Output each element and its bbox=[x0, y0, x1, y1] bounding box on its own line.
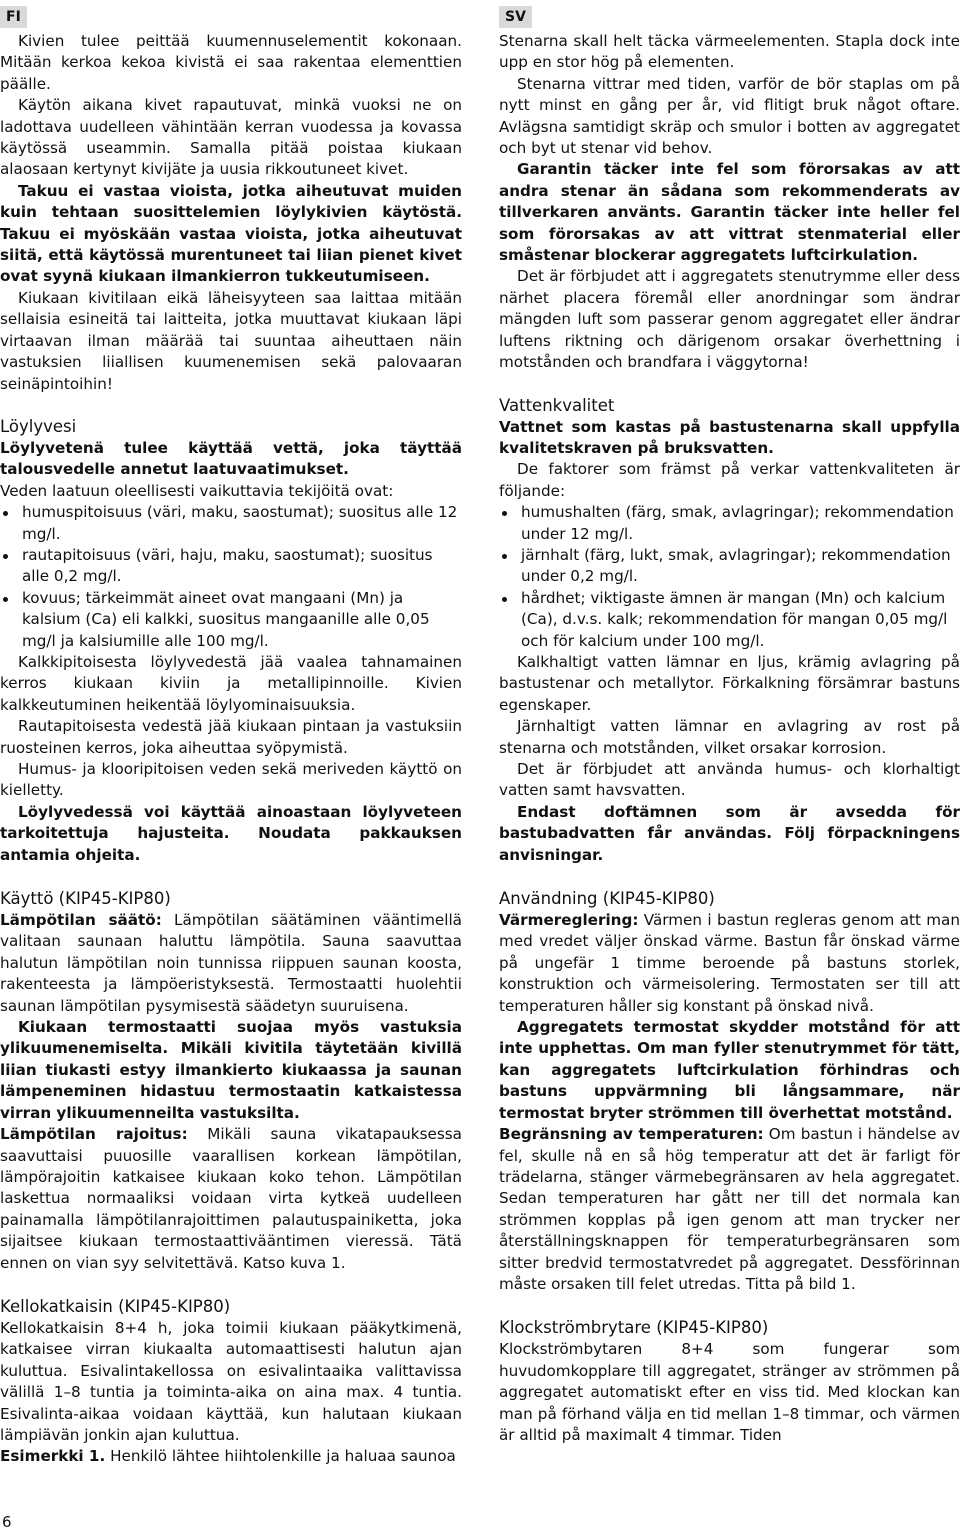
fi-water-factors-list bbox=[0, 502, 462, 652]
sv-water-intro: De faktorer som främst på verkar vattenkvaliteten är följande: bbox=[499, 460, 960, 500]
fi-paragraph-timer: Kellokatkaisin 8+4 h, joka toimii kiukaan pääkytkimenä, katkaisee virran kiukaalta automaattisesti halutun ajan kuluttua. Esivalintakellossa on esivalintaaika valittavissa välillä 1–8 tuntia ja toiminta-aika on aina max. 4 tuntia. Esivalinta-aikaa voidaan käyttää, kun halutaan kiukaan lämpiävän jonkin ajan kuluttua. bbox=[0, 1318, 462, 1444]
list-item: järnhalt (färg, lukt, smak, avlagringar); rekommendation under 0,2 mg/l. bbox=[499, 545, 960, 588]
spacer bbox=[499, 1295, 960, 1317]
fi-water-requirement: Löylyvetenä tulee käyttää vettä, joka täyttää talousvedelle annetut laatuvaatimukset. bbox=[0, 438, 462, 479]
spacer bbox=[499, 866, 960, 888]
sv-paragraph-warning: Det är förbjudet att i aggregatets stenutrymme eller dess närhet placera föremål eller anordningar som ändrar mängden luft som passerar genom aggregatet eller ändrar luftens riktning och därigenom orsakar överhettning i motstånden och brandfara i väggytorna! bbox=[499, 267, 960, 372]
sv-paragraph-thermostat: Aggregatets termostat skydder motstånd för att inte upphettas. Om man fyller stenutrymmet för tätt, kan aggregatets luftcirkulation förhindras och bastuns uppvärmning bli långsammare, när termostat bryter strömmen till överhettat motstånd. bbox=[499, 1018, 960, 1122]
sv-paragraph-temp-control bbox=[499, 910, 960, 1017]
fi-paragraph-stones: Kivien tulee peittää kuumennuselementit kokonaan. Mitään kerkoa kekoa kivistä ei saa rakentaa elementtien päälle. bbox=[0, 32, 462, 93]
swedish-column bbox=[499, 6, 960, 1446]
fi-example-label: Esimerkki 1. bbox=[0, 1447, 106, 1466]
fi-paragraph-maintenance: Käytön aikana kivet rapautuvat, minkä vuoksi ne on ladottava uudelleen vähintään kerran vuodessa ja kovassa käytössä useammin. Samalla pitää poistaa kiukaan alaosaan kertynyt kivijäte ja uusia rikkoutuneet kivet. bbox=[0, 96, 462, 179]
finnish-column bbox=[0, 6, 462, 1468]
fi-example-text: Henkilö lähtee hiihtolenkille ja haluaa saunoa bbox=[105, 1447, 456, 1466]
fi-paragraph-iron: Rautapitoisesta vedestä jää kiukaan pintaan ja vastuksiin ruosteinen kerros, joka aiheuttaa syöpymistä. bbox=[0, 717, 462, 757]
language-tag-sv: SV bbox=[499, 6, 532, 28]
fi-paragraph-warranty: Takuu ei vastaa vioista, jotka aiheutuvat muiden kuin tehtaan suosittelemien löylykivien käytöstä. Takuu ei myöskään vastaa vioista, jotka aiheutuvat siitä, että käytössä murentuneet tai liian pienet kivet ovat syynä kiukaan ilmankierron tukkeutumiseen. bbox=[0, 181, 462, 286]
fi-paragraph-temp-limit bbox=[0, 1124, 462, 1274]
fi-paragraph-example bbox=[0, 1446, 462, 1467]
list-item: kovuus; tärkeimmät aineet ovat mangaani (Mn) ja kalsium (Ca) eli kalkki, suositus mangaanille alle 0,05 mg/l ja kalsiumille alle 100 mg/l. bbox=[0, 588, 462, 652]
spacer bbox=[0, 1274, 462, 1296]
fi-paragraph-humus: Humus- ja klooripitoisen veden sekä meriveden käyttö on kielletty. bbox=[0, 760, 462, 800]
sv-temp-control-text: Värmen i bastun regleras genom att man med vredet väljer önskad värme. Bastun får önskad värme på ungefär 1 timme beroende på bastuns storlek, konstruktion och värmeisolering. Termostaten ser till att temperaturen håller sig konstant på önskad nivå. bbox=[499, 911, 960, 1015]
fi-heading-water: Löylyvesi bbox=[0, 416, 77, 436]
fi-heading-timer: Kellokatkaisin (KIP45-KIP80) bbox=[0, 1296, 231, 1316]
spacer bbox=[0, 395, 462, 416]
sv-heading-timer: Klockströmbrytare (KIP45-KIP80) bbox=[499, 1318, 769, 1338]
fi-paragraph-warning: Kiukaan kivitilaan eikä läheisyyteen saa laittaa mitään sellaisia esineitä tai laitteita, jotka muuttavat kiukaan läpi virtaavan ilman määrää tai suuntaa aiheuttaen näin vastuksien liiallisen kuumenemisen sekä palovaaran seinäpintoihin! bbox=[0, 288, 462, 393]
sv-paragraph-fragrance: Endast doftämnen som är avsedda för bastubadvatten får användas. Följ förpackningens anvisningar. bbox=[499, 802, 960, 864]
sv-heading-water: Vattenkvalitet bbox=[499, 395, 615, 415]
sv-paragraph-lime: Kalkhaltigt vatten lämnar en ljus, krämig avlagring på bastustenar och metallytor. Förkalkning försämrar bastuns egenskaper. bbox=[499, 652, 960, 714]
language-tag-fi: FI bbox=[0, 6, 27, 28]
fi-temp-control-text: Lämpötilan säätäminen vääntimellä valitaan saunaan haluttu lämpötila. Sauna saavuttaa halutun lämpötilan noin tunnissa riippuen saunan koosta, rakenteesta ja lämpöeristyksestä. Termostaatti huolehtii saunan lämpötilan pysymisestä säädetyn suuruisena. bbox=[0, 911, 462, 1015]
sv-paragraph-maintenance: Stenarna vittrar med tiden, varför de bör staplas om på nytt minst en gång per år, vid flitigt bruk något oftare. Avlägsna samtidigt skräp och smulor i botten av aggregatet och byt ut stenar vid behov. bbox=[499, 74, 960, 158]
list-item: humuspitoisuus (väri, maku, saostumat); suositus alle 12 mg/l. bbox=[0, 502, 462, 545]
fi-paragraph-fragrance: Löylyvedessä voi käyttää ainoastaan löylyveteen tarkoitettuja hajusteita. Noudata pakkauksen antamia ohjeita. bbox=[0, 802, 462, 864]
sv-paragraph-iron: Järnhaltigt vatten lämnar en avlagring av rost på stenarna och motstånden, vilket orsakar korrosion. bbox=[499, 717, 960, 757]
sv-water-factors-list bbox=[499, 502, 960, 652]
list-item: hårdhet; viktigaste ämnen är mangan (Mn) och kalcium (Ca), d.v.s. kalk; rekommendation för mangan 0,05 mg/l och för kalcium under 100 mg/l. bbox=[499, 588, 960, 652]
spacer bbox=[499, 374, 960, 395]
list-item: humushalten (färg, smak, avlagringar); rekommendation under 12 mg/l. bbox=[499, 502, 960, 545]
spacer bbox=[0, 866, 462, 888]
sv-heading-usage: Användning (KIP45-KIP80) bbox=[499, 889, 715, 909]
sv-water-requirement: Vattnet som kastas på bastustenarna skall uppfylla kvalitetskraven på bruksvatten. bbox=[499, 417, 960, 457]
sv-paragraph-temp-limit bbox=[499, 1124, 960, 1295]
sv-temp-control-label: Värmereglering: bbox=[499, 911, 639, 930]
sv-paragraph-humus: Det är förbjudet att använda humus- och klorhaltigt vatten samt havsvatten. bbox=[499, 760, 960, 800]
sv-paragraph-stones: Stenarna skall helt täcka värmeelementen. Stapla dock inte upp en stor hög på elementen. bbox=[499, 32, 960, 72]
fi-paragraph-lime: Kalkkipitoisesta löylyvedestä jää vaalea tahnamainen kerros kiukaan kiviin ja metallipinnoille. Kivien kalkkeutuminen heikentää löylyominaisuuksia. bbox=[0, 652, 462, 714]
list-item: rautapitoisuus (väri, haju, maku, saostumat); suositus alle 0,2 mg/l. bbox=[0, 545, 462, 588]
fi-paragraph-temp-control bbox=[0, 910, 462, 1017]
sv-temp-limit-label: Begränsning av temperaturen: bbox=[499, 1125, 764, 1144]
fi-temp-limit-text: Mikäli sauna vikatapauksessa saavuttaisi puuosille vaarallisen korkean lämpötilan, lämpörajoitin katkaisee kiukaan koko tehon. Lämpötilan laskettua normaaliksi voidaan virta kytkeä uudelleen painamalla lämpötilanrajoittimen palautuspainiketta, joka sijaitsee kiukaan termostaattivääntimen vieressä. Tätä ennen on vian syy selvitettävä. Katso kuva 1. bbox=[0, 1125, 462, 1272]
sv-paragraph-timer: Klockströmbytaren 8+4 som fungerar som huvudomkopplare till aggregatet, stränger av strömmen på aggregatet automatiskt efter en viss tid. Med klockan kan man på förhand välja en tid mellan 1–8 timmar, och värmen är alltid på maximalt 4 timmar. Tiden bbox=[499, 1340, 960, 1444]
page-number: 6 bbox=[2, 1513, 12, 1531]
fi-water-intro: Veden laatuun oleellisesti vaikuttavia tekijöitä ovat: bbox=[0, 481, 394, 500]
fi-heading-usage: Käyttö (KIP45-KIP80) bbox=[0, 889, 171, 909]
fi-paragraph-thermostat: Kiukaan termostaatti suojaa myös vastuksia ylikuumenemiselta. Mikäli kivitila täytetään kivillä liian tiukasti estyy ilmankierto kiukaassa ja saunan lämpeneminen hidastuu termostaatin katkaistessa virran ylikuumenneilta vastuksilta. bbox=[0, 1018, 462, 1122]
sv-paragraph-warranty: Garantin täcker inte fel som förorsakas av att andra stenar än sådana som rekommenderats av tillverkaren använts. Garantin täcker inte heller fel som förorsakas av att vittrat stenmaterial eller småstenar blockerar aggregatets luftcirkulation. bbox=[499, 160, 960, 265]
fi-temp-control-label: Lämpötilan säätö: bbox=[0, 911, 162, 930]
fi-temp-limit-label: Lämpötilan rajoitus: bbox=[0, 1125, 188, 1144]
sv-temp-limit-text: Om bastun i händelse av fel, skulle nå en så hög temperatur att det är farligt för trädelarna, stänger värmebegränsaren av hela aggregatet. Sedan temperaturen har gått ner till det normala kan strömmen kopplas på igen genom att man trycker ner återställningsknappen för temperaturbegränsaren som sitter bredvid termostatvredet på aggregatet. Dessförinnan måste orsaken till felet utredas. Titta på bild 1. bbox=[499, 1125, 960, 1293]
